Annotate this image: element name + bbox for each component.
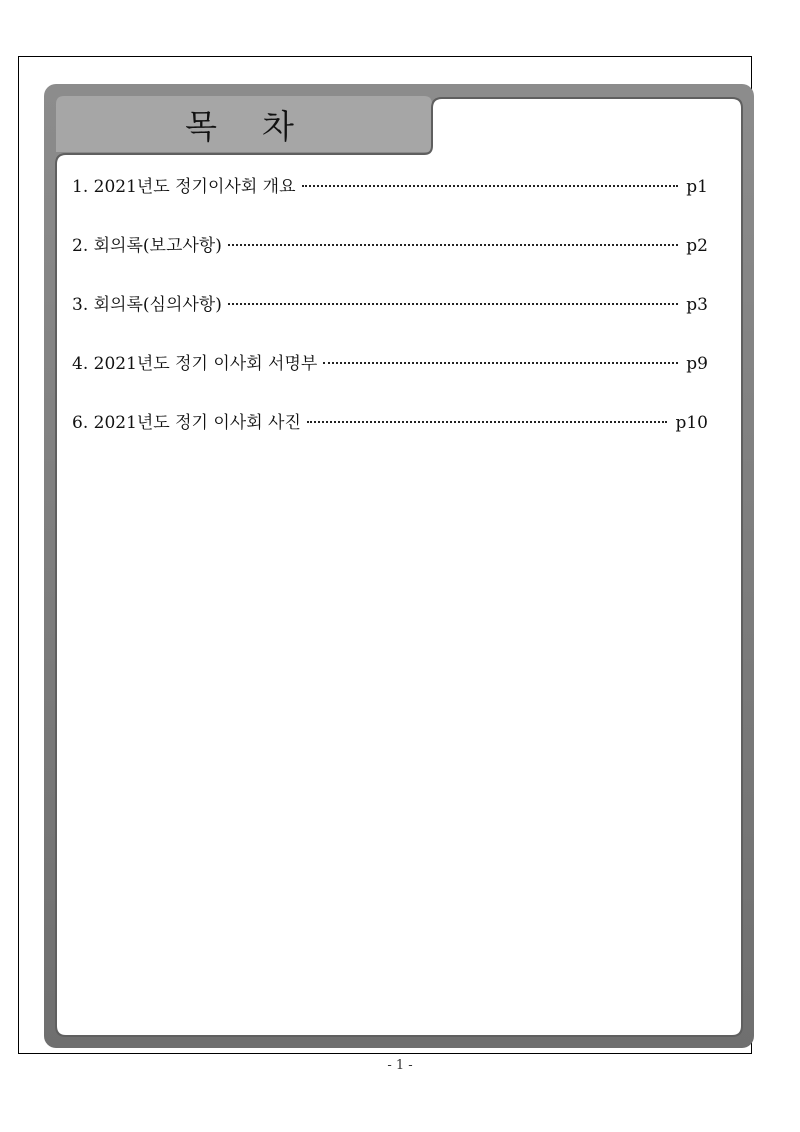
toc-entry-title: 3. 회의록(심의사항) bbox=[72, 295, 222, 315]
toc-entry-page: p9 bbox=[686, 354, 708, 374]
toc-entry-page: p1 bbox=[686, 177, 708, 197]
toc-entry-title: 2. 회의록(보고사항) bbox=[72, 236, 222, 256]
toc-entry[interactable] bbox=[72, 172, 710, 210]
toc-title bbox=[48, 100, 432, 148]
dot-leader bbox=[228, 244, 678, 246]
toc-entry[interactable] bbox=[72, 349, 710, 387]
toc-entry-title: 6. 2021년도 정기 이사회 사진 bbox=[72, 413, 301, 433]
toc-entry-page: p10 bbox=[675, 413, 708, 433]
dot-leader bbox=[323, 362, 678, 364]
toc-entry[interactable] bbox=[72, 408, 710, 446]
toc-entry[interactable] bbox=[72, 290, 710, 328]
toc-entry-page: p3 bbox=[686, 295, 708, 315]
dot-leader bbox=[228, 303, 678, 305]
toc-title-char: 차 bbox=[262, 106, 295, 146]
page-number: - 1 - bbox=[387, 1058, 413, 1073]
toc-entry-page: p2 bbox=[686, 236, 708, 256]
toc-list bbox=[72, 172, 710, 467]
toc-title-char: 목 bbox=[185, 106, 218, 146]
dot-leader bbox=[307, 421, 668, 423]
toc-entry-title: 4. 2021년도 정기 이사회 서명부 bbox=[72, 354, 318, 374]
toc-entry[interactable] bbox=[72, 231, 710, 269]
toc-entry-title: 1. 2021년도 정기이사회 개요 bbox=[72, 177, 296, 197]
dot-leader bbox=[302, 185, 679, 187]
